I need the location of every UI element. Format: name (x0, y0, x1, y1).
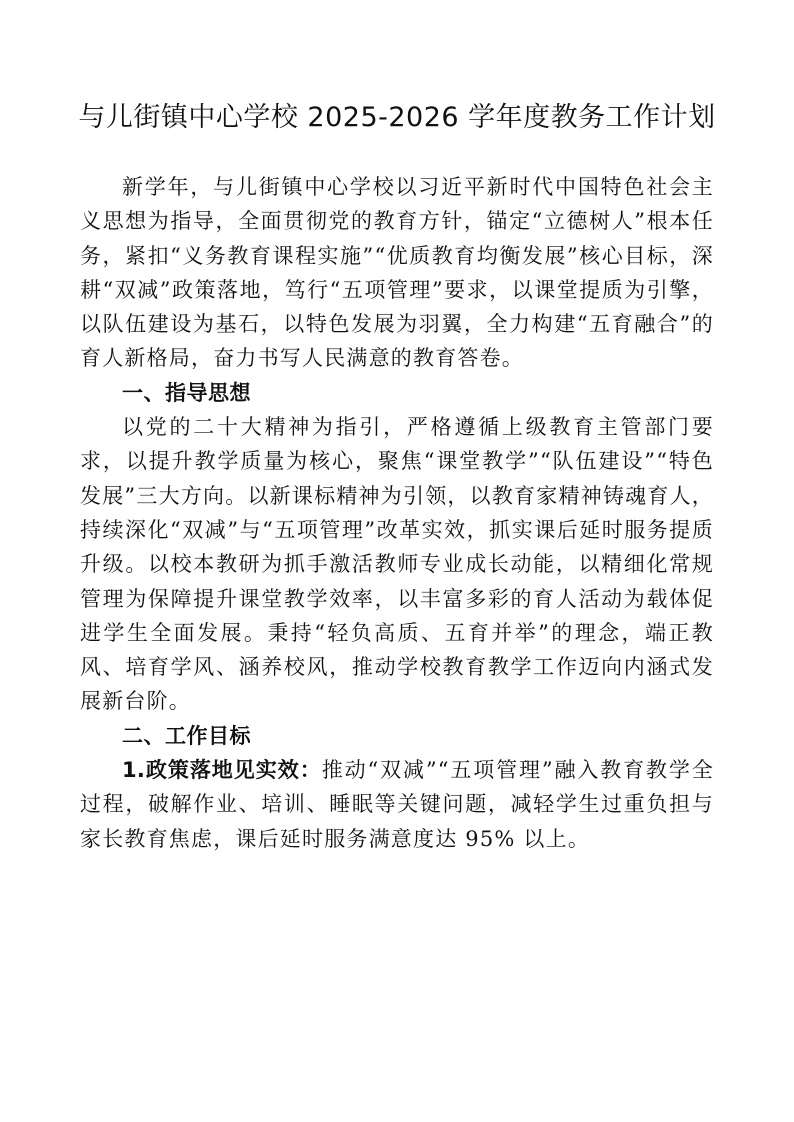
document-body (80, 170, 714, 856)
goal-item-1 (80, 753, 714, 856)
goal-item-1-label: 1.政策落地见实效： (122, 758, 322, 783)
document-title: 与儿街镇中心学校 2025-2026 学年度教务工作计划 (78, 102, 716, 133)
section-heading-work-goals: 二、工作目标 (122, 723, 251, 748)
section-heading-guiding-ideology: 一、指导思想 (122, 380, 251, 405)
goal-item-1-text: 推动“双减”“五项管理”融入教育教学全过程，破解作业、培训、睡眠等关键问题，减轻学生过重负担与家长教育焦虑，课后延时服务满意度达 95% 以上。 (80, 758, 714, 851)
intro-paragraph: 新学年，与儿街镇中心学校以习近平新时代中国特色社会主义思想为指导，全面贯彻党的教育方针，锚定“立德树人”根本任务，紧扣“义务教育课程实施”“优质教育均衡发展”核心目标，深耕“双减”政策落地，笃行“五项管理”要求，以课堂提质为引擎，以队伍建设为基石，以特色发展为羽翼，全力构建“五育融合”的育人新格局，奋力书写人民满意的教育答卷。 (80, 175, 714, 371)
guiding-ideology-paragraph: 以党的二十大精神为指引，严格遵循上级教育主管部门要求，以提升教学质量为核心，聚焦“课堂教学”“队伍建设”“特色发展”三大方向。以新课标精神为引领，以教育家精神铸魂育人，持续深化“双减”与“五项管理”改革实效，抓实课后延时服务提质升级。以校本教研为抓手激活教师专业成长动能，以精细化常规管理为保障提升课堂教学效率，以丰富多彩的育人活动为载体促进学生全面发展。秉持“轻负高质、五育并举”的理念，端正教风、培育学风、涵养校风，推动学校教育教学工作迈向内涵式发展新台阶。 (80, 415, 714, 714)
